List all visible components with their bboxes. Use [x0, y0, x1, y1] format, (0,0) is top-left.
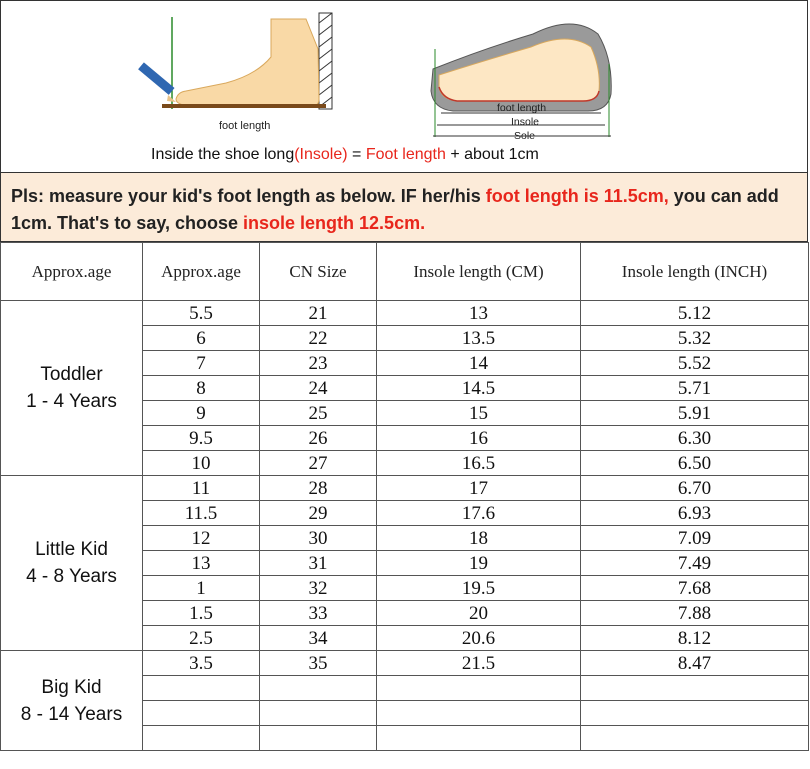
table-row — [1, 476, 809, 501]
size-age-cell: 6 — [143, 326, 260, 351]
notice-insole-highlight: insole length 12.5cm. — [243, 213, 426, 233]
column-header: Insole length (CM) — [377, 243, 581, 301]
size-age-cell: 11 — [143, 476, 260, 501]
age-group-cell — [1, 301, 143, 476]
notice-foot-length-highlight: foot length is 11.5cm, — [485, 186, 669, 206]
insole-inch-cell: 5.32 — [581, 326, 809, 351]
caption-text: + about 1cm — [445, 146, 539, 163]
cn-size-cell — [260, 676, 377, 701]
cn-size-cell: 31 — [260, 551, 377, 576]
notice-text: Pls: measure your kid's foot length as below. IF her/his — [11, 186, 486, 206]
size-age-cell: 1 — [143, 576, 260, 601]
size-age-cell: 12 — [143, 526, 260, 551]
age-group-range: 1 - 4 Years — [26, 391, 117, 412]
cn-size-cell — [260, 701, 377, 726]
cn-size-cell: 34 — [260, 626, 377, 651]
column-header: Approx.age — [143, 243, 260, 301]
foot-length-label: foot length — [219, 120, 271, 132]
insole-inch-cell: 8.12 — [581, 626, 809, 651]
insole-inch-cell: 5.71 — [581, 376, 809, 401]
insole-inch-cell: 5.91 — [581, 401, 809, 426]
insole-cm-cell: 13 — [377, 301, 581, 326]
insole-cm-cell: 19 — [377, 551, 581, 576]
insole-cm-cell: 17.6 — [377, 501, 581, 526]
insole-inch-cell: 5.12 — [581, 301, 809, 326]
age-group-range: 4 - 8 Years — [26, 566, 117, 587]
caption-text: = — [347, 146, 366, 163]
age-group-name: Toddler — [40, 364, 103, 385]
size-age-cell: 8 — [143, 376, 260, 401]
age-group-range: 8 - 14 Years — [20, 703, 123, 725]
table-row — [1, 651, 809, 676]
table-header-row — [1, 243, 809, 301]
cn-size-cell: 30 — [260, 526, 377, 551]
insole-inch-cell: 6.50 — [581, 451, 809, 476]
insole-inch-cell: 6.70 — [581, 476, 809, 501]
insole-inch-cell: 7.49 — [581, 551, 809, 576]
size-age-cell: 9.5 — [143, 426, 260, 451]
age-group-name: Little Kid — [35, 539, 108, 560]
column-header: Approx.age — [1, 243, 143, 301]
caption-insole-highlight: (Insole) — [294, 146, 348, 163]
insole-inch-cell: 7.88 — [581, 601, 809, 626]
caption-foot-length-highlight: Foot length — [365, 146, 446, 163]
foot-length-dimension-label: foot length — [497, 102, 547, 114]
size-age-cell — [143, 701, 260, 726]
size-age-cell: 1.5 — [143, 601, 260, 626]
size-age-cell: 13 — [143, 551, 260, 576]
insole-cm-cell: 14.5 — [377, 376, 581, 401]
size-age-cell: 10 — [143, 451, 260, 476]
insole-cm-cell: 16.5 — [377, 451, 581, 476]
cn-size-cell — [260, 726, 377, 751]
insole-cm-cell: 15 — [377, 401, 581, 426]
size-age-cell — [143, 676, 260, 701]
size-chart-table — [0, 242, 809, 751]
size-age-cell — [143, 726, 260, 751]
cn-size-cell: 24 — [260, 376, 377, 401]
age-group-cell — [1, 476, 143, 651]
size-age-cell: 7 — [143, 351, 260, 376]
age-group-name: Big Kid — [41, 676, 102, 698]
insole-cm-cell: 13.5 — [377, 326, 581, 351]
insole-cm-cell: 18 — [377, 526, 581, 551]
measurement-illustration-panel — [0, 0, 808, 172]
column-header: CN Size — [260, 243, 377, 301]
cn-size-cell: 29 — [260, 501, 377, 526]
cn-size-cell: 35 — [260, 651, 377, 676]
cn-size-cell: 23 — [260, 351, 377, 376]
insole-inch-cell: 6.30 — [581, 426, 809, 451]
measurement-notice — [0, 172, 808, 242]
insole-cm-cell — [377, 701, 581, 726]
insole-cm-cell — [377, 726, 581, 751]
insole-cm-cell: 19.5 — [377, 576, 581, 601]
size-age-cell: 5.5 — [143, 301, 260, 326]
insole-inch-cell — [581, 701, 809, 726]
insole-cm-cell: 16 — [377, 426, 581, 451]
size-age-cell: 11.5 — [143, 501, 260, 526]
insole-inch-cell: 7.68 — [581, 576, 809, 601]
insole-cm-cell — [377, 676, 581, 701]
cn-size-cell: 25 — [260, 401, 377, 426]
cn-size-cell: 28 — [260, 476, 377, 501]
size-age-cell: 2.5 — [143, 626, 260, 651]
sole-dimension-label: Sole — [514, 130, 536, 142]
age-group-cell — [1, 651, 143, 751]
cn-size-cell: 33 — [260, 601, 377, 626]
column-header: Insole length (INCH) — [581, 243, 809, 301]
cn-size-cell: 27 — [260, 451, 377, 476]
insole-inch-cell: 8.47 — [581, 651, 809, 676]
cn-size-cell: 21 — [260, 301, 377, 326]
size-age-cell: 3.5 — [143, 651, 260, 676]
insole-caption — [151, 146, 539, 164]
caption-text: Inside the shoe long — [151, 146, 295, 163]
insole-cm-cell: 20.6 — [377, 626, 581, 651]
insole-cm-cell: 20 — [377, 601, 581, 626]
pencil-icon — [138, 62, 176, 102]
insole-dimension-label: Insole — [511, 116, 540, 128]
table-row — [1, 301, 809, 326]
cn-size-cell: 26 — [260, 426, 377, 451]
insole-inch-cell: 5.52 — [581, 351, 809, 376]
insole-inch-cell — [581, 676, 809, 701]
insole-inch-cell: 6.93 — [581, 501, 809, 526]
insole-inch-cell: 7.09 — [581, 526, 809, 551]
size-age-cell: 9 — [143, 401, 260, 426]
insole-inch-cell — [581, 726, 809, 751]
insole-cm-cell: 21.5 — [377, 651, 581, 676]
notice-text: you can add 1cm. That's to say, choose — [11, 186, 779, 233]
insole-cm-cell: 14 — [377, 351, 581, 376]
cn-size-cell: 32 — [260, 576, 377, 601]
insole-cm-cell: 17 — [377, 476, 581, 501]
cn-size-cell: 22 — [260, 326, 377, 351]
